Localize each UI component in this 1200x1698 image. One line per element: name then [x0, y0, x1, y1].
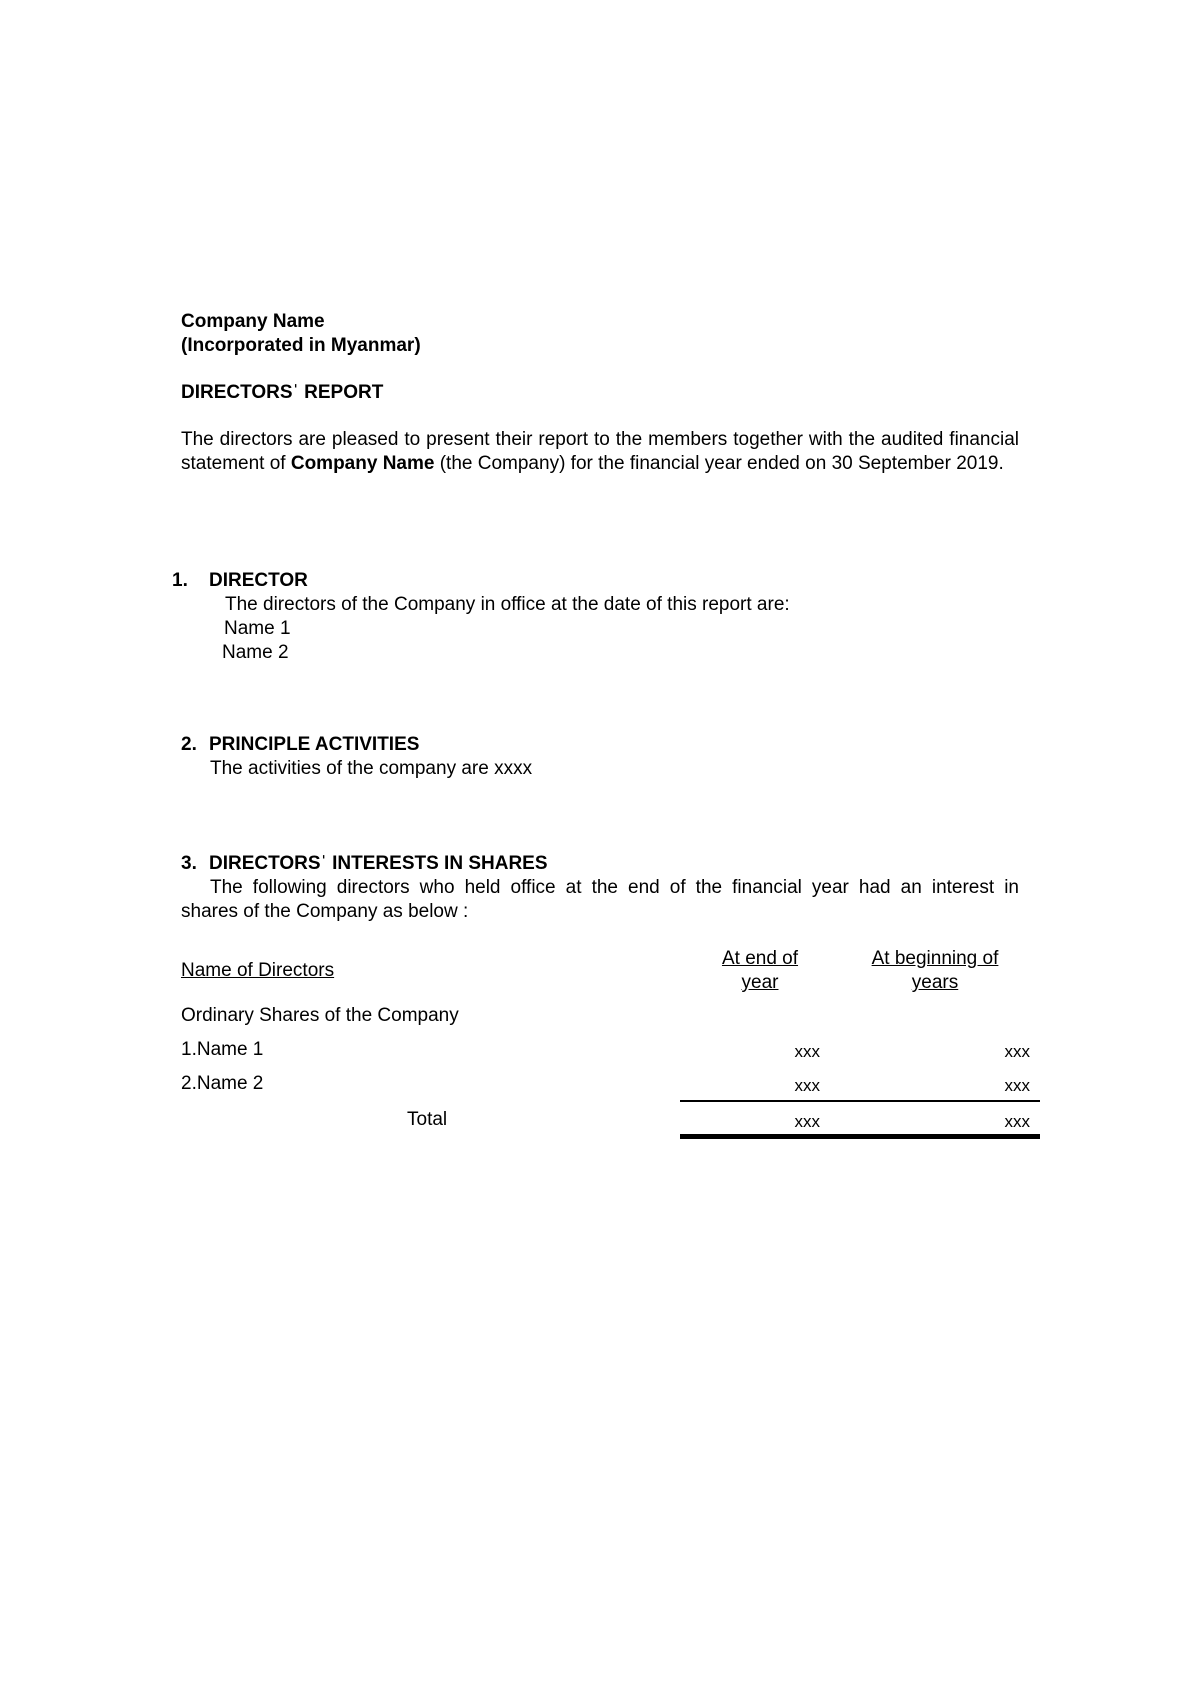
- report-title: DIRECTORSˈ REPORT: [181, 382, 384, 403]
- section2-heading: PRINCIPLE ACTIVITIES: [209, 734, 420, 755]
- table-row-2-begin: xxx: [1004, 1076, 1030, 1095]
- table-row-1-begin: xxx: [1004, 1042, 1030, 1061]
- table-total-begin: xxx: [1004, 1112, 1030, 1131]
- table-col-begin-header: [860, 947, 1010, 995]
- intro-text-1: The directors are pleased to present their report to the members together with the audited financial statement of: [181, 429, 1019, 474]
- director-name-1: Name 1: [224, 618, 291, 639]
- col-begin-header-line2: years: [911, 972, 959, 993]
- table-col-end-header: [700, 947, 820, 995]
- col-begin-header-line1: At beginning of: [871, 948, 999, 969]
- section3-text-line2: shares of the Company as below :: [181, 901, 469, 922]
- table-row-2-name: 2.Name 2: [181, 1073, 264, 1094]
- subtotal-rule: [680, 1100, 1040, 1102]
- table-row-1-end: xxx: [794, 1042, 820, 1061]
- director-name-2: Name 2: [222, 642, 289, 663]
- section2-text: The activities of the company are xxxx: [210, 758, 533, 779]
- section3-heading: DIRECTORSˈ INTERESTS IN SHARES: [209, 853, 548, 874]
- col-end-header-line2: year: [741, 972, 779, 993]
- section3-number: 3.: [181, 853, 197, 874]
- total-rule: [680, 1134, 1040, 1139]
- table-total-end: xxx: [794, 1112, 820, 1131]
- intro-paragraph: [181, 428, 1019, 476]
- table-name-header: Name of Directors: [181, 960, 335, 981]
- table-row-2-end: xxx: [794, 1076, 820, 1095]
- col-end-header-line1: At end of: [721, 948, 799, 969]
- section1-number: 1.: [172, 570, 188, 591]
- incorporation-note: (Incorporated in Myanmar): [181, 335, 421, 356]
- intro-company-name: Company Name: [290, 453, 435, 474]
- company-name: Company Name: [181, 311, 325, 332]
- section3-text-line1: The following directors who held office at the end of the financial year had an interest in: [210, 877, 1019, 898]
- section2-number: 2.: [181, 734, 197, 755]
- intro-text-2: (the Company) for the financial year ended on 30 September 2019.: [434, 453, 1004, 474]
- section1-text: The directors of the Company in office at the date of this report are:: [225, 594, 790, 615]
- table-total-label: Total: [407, 1109, 448, 1130]
- table-row-1-name: 1.Name 1: [181, 1039, 264, 1060]
- section1-heading: DIRECTOR: [209, 570, 308, 591]
- table-category: Ordinary Shares of the Company: [181, 1005, 459, 1026]
